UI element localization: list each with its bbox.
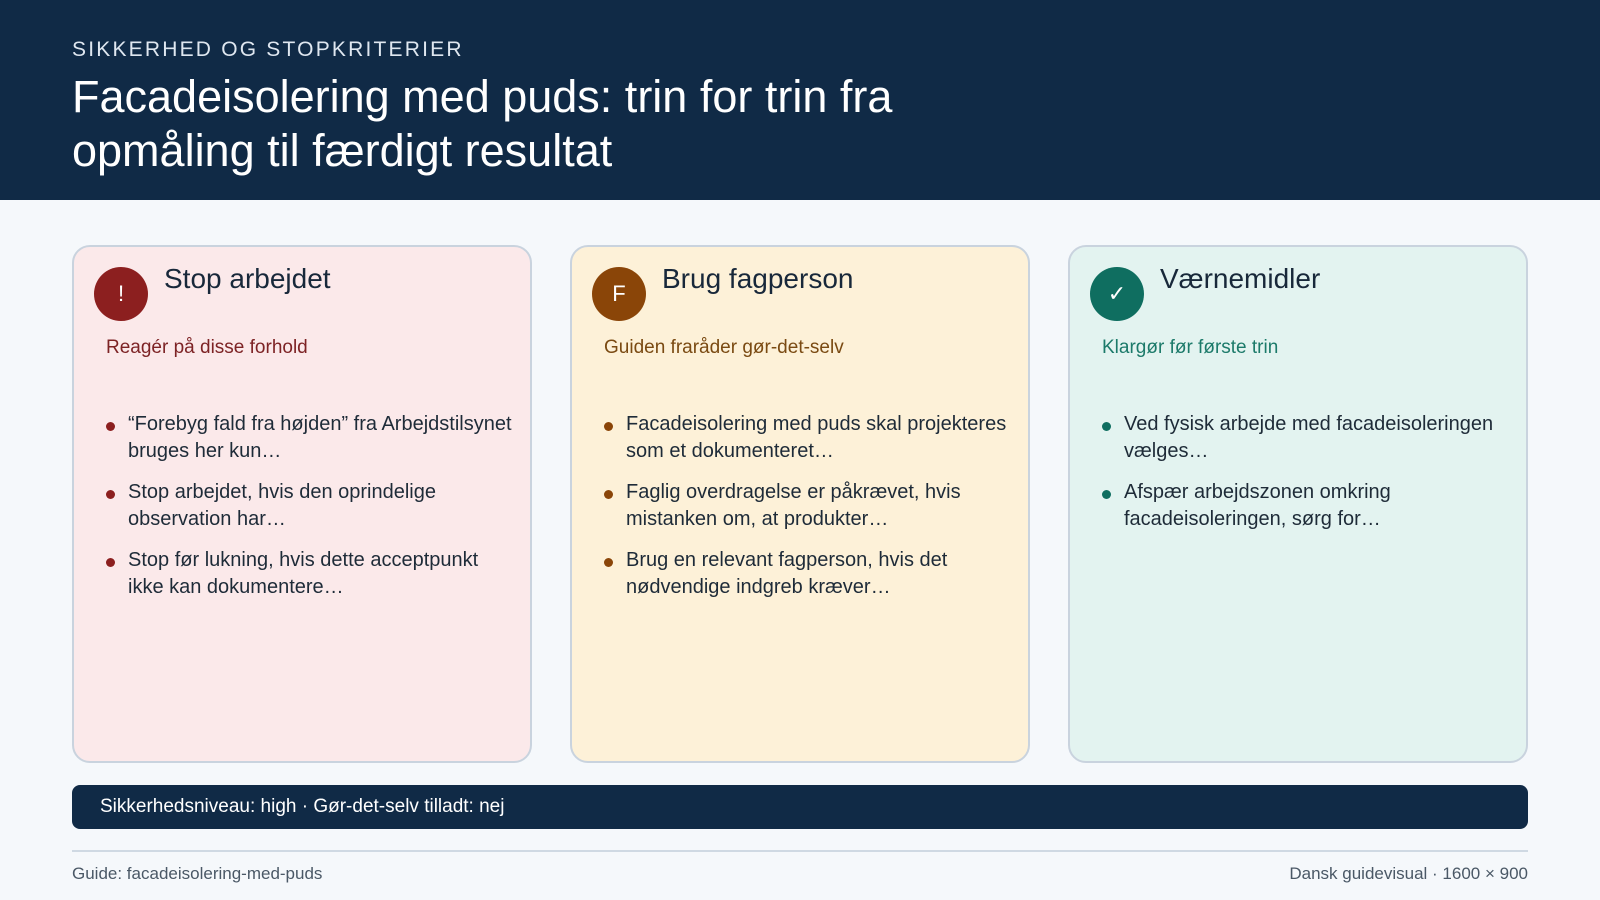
footer-guide-slug: Guide: facadeisolering-med-puds (72, 864, 323, 883)
bullet-dot-icon (106, 558, 115, 567)
bullet-dot-icon (106, 422, 115, 431)
card-title: Værnemidler (1160, 263, 1321, 294)
card-title: Stop arbejdet (164, 263, 331, 294)
bullet-list (1100, 411, 1510, 547)
bullet-dot-icon (604, 490, 613, 499)
card-stop-work (72, 245, 532, 763)
list-item (104, 479, 514, 533)
footer-divider (72, 850, 1528, 852)
list-item (1100, 479, 1510, 533)
list-item-text: Faglig overdragelse er påkrævet, hvis mistanken om, at produkter… (626, 481, 961, 530)
list-item-text: Facadeisolering med puds skal projekteres som et dokumenteret… (626, 413, 1007, 462)
bullet-dot-icon (1102, 490, 1111, 499)
card-protective-equipment (1068, 245, 1528, 763)
bullet-dot-icon (1102, 422, 1111, 431)
list-item-text: Stop arbejdet, hvis den oprindelige observation har… (128, 481, 436, 530)
list-item-text: Stop før lukning, hvis dette acceptpunkt ikke kan dokumentere… (128, 549, 479, 598)
list-item (104, 411, 514, 465)
card-subtitle: Klargør før første trin (1102, 337, 1279, 358)
bullet-dot-icon (604, 422, 613, 431)
list-item (602, 479, 1012, 533)
page-title: Facadeisolering med puds: trin for trin fra opmåling til færdigt resultat (72, 71, 893, 176)
header-banner (0, 0, 1600, 200)
list-item (602, 411, 1012, 465)
list-item-text: “Forebyg fald fra højden” fra Arbejdstilsynet bruges her kun… (128, 413, 512, 462)
professional-letter-icon: F (592, 267, 646, 321)
bullet-list (104, 411, 514, 615)
list-item-text: Afspær arbejdszonen omkring facadeisoleringen, sørg for… (1124, 481, 1391, 530)
card-subtitle: Reagér på disse forhold (106, 337, 308, 358)
card-title: Brug fagperson (662, 263, 854, 294)
footer-format-info: Dansk guidevisual · 1600 × 900 (1289, 864, 1528, 883)
bullet-list (602, 411, 1012, 615)
list-item (1100, 411, 1510, 465)
list-item (602, 547, 1012, 601)
card-use-professional (570, 245, 1030, 763)
section-eyebrow: SIKKERHED OG STOPKRITERIER (72, 38, 464, 61)
card-subtitle: Guiden fraråder gør-det-selv (604, 337, 844, 358)
list-item (104, 547, 514, 601)
checkmark-icon: ✓ (1090, 267, 1144, 321)
safety-status-bar: Sikkerhedsniveau: high · Gør-det-selv tilladt: nej (72, 785, 1528, 829)
bullet-dot-icon (604, 558, 613, 567)
list-item-text: Brug en relevant fagperson, hvis det nødvendige indgreb kræver… (626, 549, 948, 598)
bullet-dot-icon (106, 490, 115, 499)
list-item-text: Ved fysisk arbejde med facadeisoleringen vælges… (1124, 413, 1494, 462)
alert-icon: ! (94, 267, 148, 321)
